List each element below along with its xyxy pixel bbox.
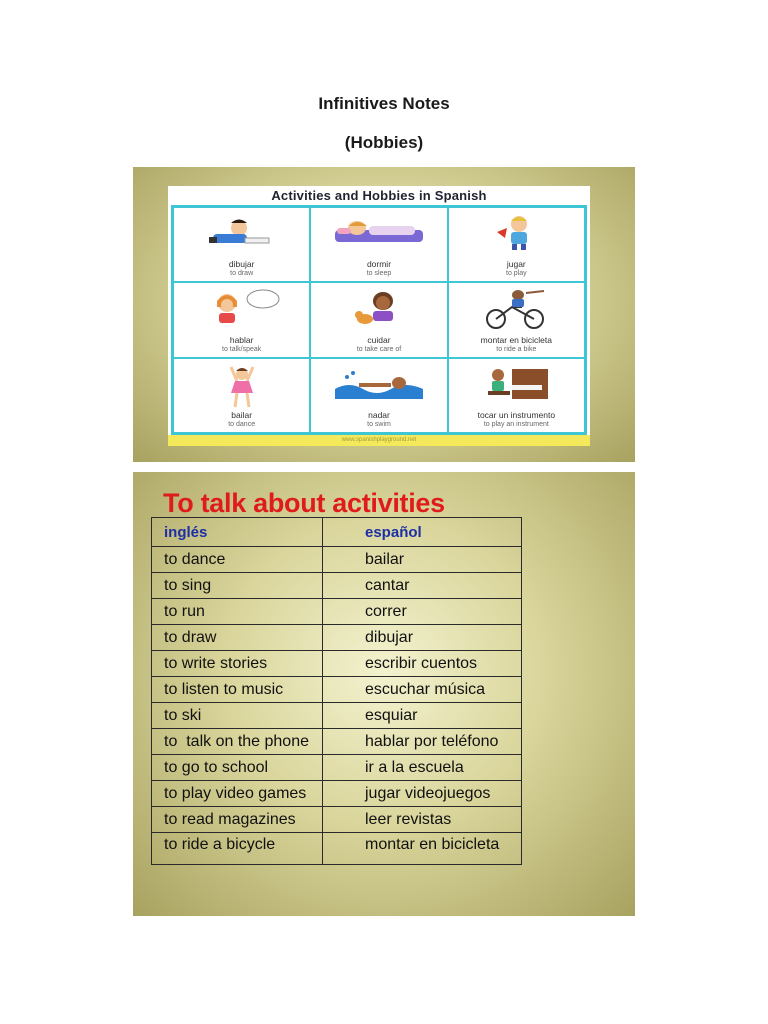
- activities-table: [151, 517, 522, 865]
- spanish-cell: montar en bicicleta: [323, 833, 522, 865]
- hobby-english: to dance: [228, 421, 256, 428]
- hobby-card: [448, 358, 585, 433]
- table-row: [152, 677, 522, 703]
- hobby-card: [310, 358, 447, 433]
- hobbies-slide: [133, 167, 635, 462]
- table-row: [152, 781, 522, 807]
- hobby-english: to sleep: [366, 270, 392, 278]
- hobby-spanish: dibujar: [228, 259, 255, 270]
- hobbies-poster: [168, 186, 590, 446]
- english-cell: to talk on the phone: [152, 729, 323, 755]
- piano-icon: [476, 365, 556, 405]
- hobby-english: to take care of: [356, 345, 402, 353]
- spanish-cell: cantar: [323, 573, 522, 599]
- hobbies-grid: [171, 205, 587, 435]
- header-ingles: inglés: [152, 518, 323, 547]
- spanish-cell: leer revistas: [323, 807, 522, 833]
- english-cell: to sing: [152, 573, 323, 599]
- hobby-english: to talk/speak: [222, 345, 262, 353]
- child-talking-icon: [197, 289, 287, 329]
- spanish-cell: hablar por teléfono: [323, 729, 522, 755]
- hobby-english: to play an instrument: [483, 421, 549, 428]
- hobby-spanish: jugar: [506, 259, 526, 270]
- table-row: [152, 807, 522, 833]
- activities-slide: [133, 472, 635, 916]
- child-caring-icon: [341, 289, 417, 329]
- hobby-spanish: bailar: [231, 410, 253, 420]
- table-row: [152, 651, 522, 677]
- english-cell: to read magazines: [152, 807, 323, 833]
- table-row: [152, 703, 522, 729]
- child-swimming-icon: [329, 365, 429, 405]
- bicycle-icon: [476, 289, 556, 329]
- activities-table-title: To talk about activities: [163, 488, 445, 518]
- child-dancing-icon: [217, 365, 267, 409]
- english-cell: to ski: [152, 703, 323, 729]
- spanish-cell: escuchar música: [323, 677, 522, 703]
- hobby-card: [173, 282, 310, 357]
- english-cell: to draw: [152, 625, 323, 651]
- english-cell: to dance: [152, 547, 323, 573]
- document-subtitle: (Hobbies): [344, 133, 424, 152]
- english-cell: to write stories: [152, 651, 323, 677]
- english-cell: to listen to music: [152, 677, 323, 703]
- hobby-spanish: montar en bicicleta: [480, 334, 552, 345]
- table-header-row: [152, 518, 522, 547]
- hobby-card: [448, 282, 585, 357]
- hobby-spanish: hablar: [229, 334, 254, 345]
- child-playing-icon: [481, 214, 551, 252]
- hobby-english: to play: [506, 270, 527, 278]
- english-cell: to play video games: [152, 781, 323, 807]
- poster-title: Activities and Hobbies in Spanish: [271, 188, 487, 203]
- hobby-spanish: dormir: [366, 259, 392, 270]
- table-row: [152, 625, 522, 651]
- hobby-spanish: tocar un instrumento: [477, 410, 556, 420]
- spanish-cell: escribir cuentos: [323, 651, 522, 677]
- spanish-cell: jugar videojuegos: [323, 781, 522, 807]
- table-row: [152, 599, 522, 625]
- english-cell: to run: [152, 599, 323, 625]
- table-row: [152, 573, 522, 599]
- table-row: [152, 547, 522, 573]
- english-cell: to ride a bicycle: [152, 833, 323, 865]
- poster-footer: www.spanishplayground.net: [168, 435, 590, 446]
- hobby-card: [173, 358, 310, 433]
- header-espanol: español: [323, 518, 522, 547]
- spanish-cell: bailar: [323, 547, 522, 573]
- hobby-english: to ride a bike: [496, 345, 537, 353]
- spanish-cell: correr: [323, 599, 522, 625]
- table-row: [152, 755, 522, 781]
- table-row: [152, 833, 522, 865]
- hobby-card: [448, 207, 585, 282]
- hobby-spanish: cuidar: [367, 334, 391, 345]
- hobby-card: [310, 282, 447, 357]
- hobby-english: to swim: [367, 421, 391, 428]
- english-cell: to go to school: [152, 755, 323, 781]
- hobby-english: to draw: [230, 270, 254, 278]
- child-sleeping-icon: [329, 214, 429, 248]
- document-title: Infinitives Notes: [318, 94, 450, 113]
- hobby-card: [310, 207, 447, 282]
- table-row: [152, 729, 522, 755]
- child-drawing-icon: [199, 214, 285, 248]
- spanish-cell: esquiar: [323, 703, 522, 729]
- spanish-cell: ir a la escuela: [323, 755, 522, 781]
- hobby-card: [173, 207, 310, 282]
- spanish-cell: dibujar: [323, 625, 522, 651]
- hobby-spanish: nadar: [368, 410, 390, 420]
